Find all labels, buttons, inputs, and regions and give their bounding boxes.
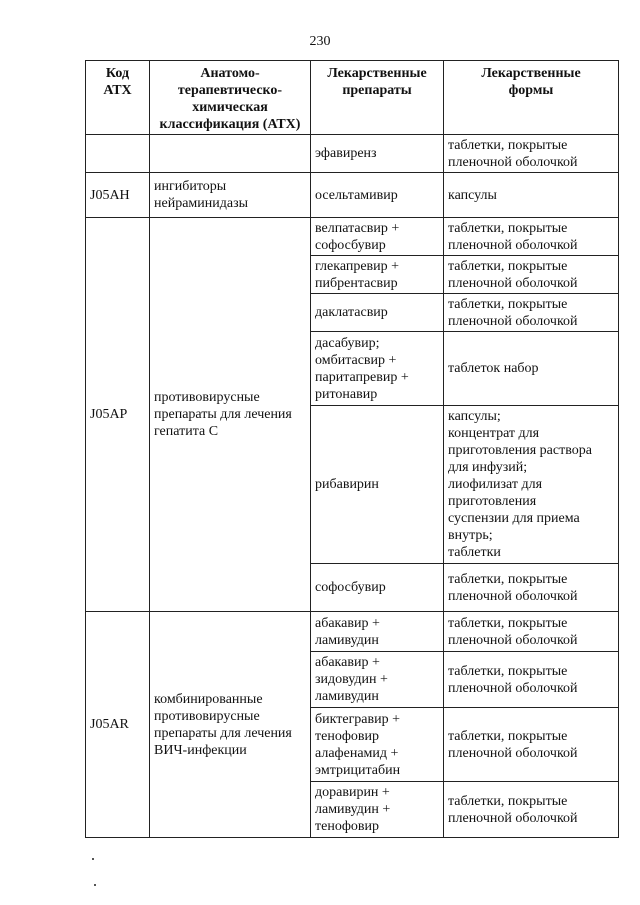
form-cell: таблеток набор	[444, 332, 619, 406]
header-classification: Анатомо- терапевтическо- химическая классификация (АТХ)	[150, 61, 311, 135]
table-row	[86, 135, 619, 173]
classification-cell: комбинированные противовирусные препараты для лечения ВИЧ-инфекции	[150, 612, 311, 838]
page-number: 230	[309, 34, 331, 49]
code-cell: J05AH	[86, 173, 150, 218]
drug-cell: софосбувир	[311, 564, 444, 612]
table-row	[86, 173, 619, 218]
drug-cell: осельтамивир	[311, 173, 444, 218]
classification-cell: противовирусные препараты для лечения гепатита С	[150, 218, 311, 612]
drug-cell: дасабувир; омбитасвир + паритапревир + ритонавир	[311, 332, 444, 406]
form-cell: таблетки, покрытые пленочной оболочкой	[444, 135, 619, 173]
code-cell: J05AR	[86, 612, 150, 838]
code-cell	[86, 135, 150, 173]
form-cell: таблетки, покрытые пленочной оболочкой	[444, 218, 619, 256]
form-cell: таблетки, покрытые пленочной оболочкой	[444, 612, 619, 652]
table-row	[86, 612, 619, 652]
drug-cell: доравирин + ламивудин + тенофовир	[311, 782, 444, 838]
drug-cell: даклатасвир	[311, 294, 444, 332]
drug-cell: абакавир + зидовудин + ламивудин	[311, 652, 444, 708]
code-cell: J05AP	[86, 218, 150, 612]
classification-cell	[150, 135, 311, 173]
table-header-row	[86, 61, 619, 135]
drug-cell: глекапревир + пибрентасвир	[311, 256, 444, 294]
drug-cell: биктегравир + тенофовир алафенамид + эмтрицитабин	[311, 708, 444, 782]
form-cell: таблетки, покрытые пленочной оболочкой	[444, 294, 619, 332]
header-forms: Лекарственные формы	[444, 61, 619, 135]
scan-speck	[92, 858, 94, 860]
drug-cell: абакавир + ламивудин	[311, 612, 444, 652]
drug-cell: эфавиренз	[311, 135, 444, 173]
header-drugs: Лекарственные препараты	[311, 61, 444, 135]
form-cell: капсулы; концентрат для приготовления раствора для инфузий; лиофилизат для приготовления суспензии для приема внутрь; таблетки	[444, 406, 619, 564]
scan-speck	[94, 884, 96, 886]
form-cell: таблетки, покрытые пленочной оболочкой	[444, 782, 619, 838]
header-code: Код АТХ	[86, 61, 150, 135]
form-cell: таблетки, покрытые пленочной оболочкой	[444, 708, 619, 782]
drug-cell: велпатасвир + софосбувир	[311, 218, 444, 256]
form-cell: таблетки, покрытые пленочной оболочкой	[444, 652, 619, 708]
form-cell: таблетки, покрытые пленочной оболочкой	[444, 256, 619, 294]
form-cell: таблетки, покрытые пленочной оболочкой	[444, 564, 619, 612]
form-cell: капсулы	[444, 173, 619, 218]
table-row	[86, 218, 619, 256]
drug-cell: рибавирин	[311, 406, 444, 564]
classification-cell: ингибиторы нейраминидазы	[150, 173, 311, 218]
atc-table	[85, 60, 619, 838]
